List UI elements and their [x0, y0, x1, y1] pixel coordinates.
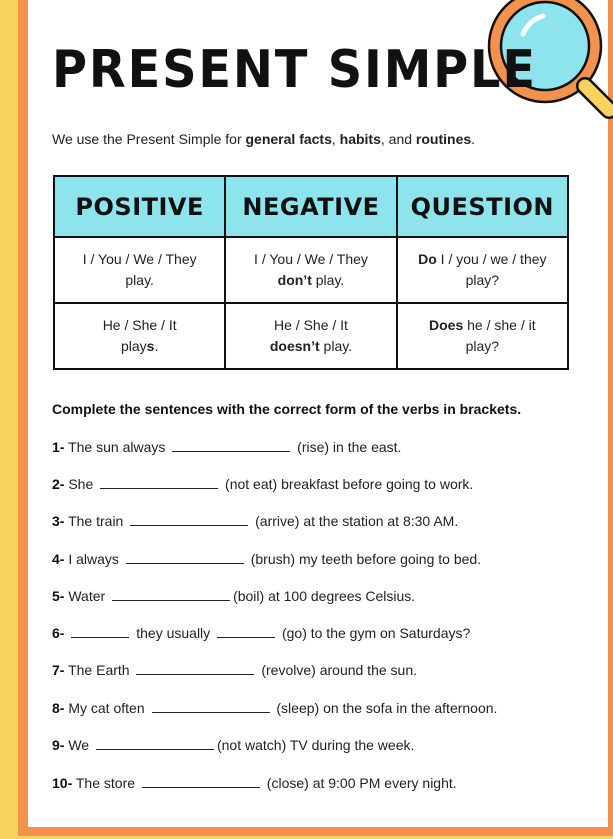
answer-blank-verb[interactable]	[217, 625, 275, 638]
exercise-item: 2- She (not eat) breakfast before going to work.	[52, 476, 474, 492]
exercise-item: 3- The train (arrive) at the station at 8:30 AM.	[52, 513, 459, 529]
cell-positive-singular: He / She / It plays.	[54, 303, 225, 369]
exercise-item: 7- The Earth (revolve) around the sun.	[52, 662, 417, 678]
intro-text: We use the Present Simple for general facts, habits, and routines.	[52, 131, 476, 147]
answer-blank[interactable]	[152, 700, 270, 713]
grammar-table	[53, 175, 569, 370]
exercise-item: 6- they usually (go) to the gym on Saturdays?	[52, 625, 471, 641]
cell-negative-plural: I / You / We / They don’t play.	[225, 237, 396, 303]
cell-question-plural: Do I / you / we / they play?	[397, 237, 568, 303]
header-negative: NEGATIVE	[225, 176, 396, 237]
header-question: QUESTION	[397, 176, 568, 237]
answer-blank-subject[interactable]	[71, 625, 129, 638]
answer-blank[interactable]	[172, 439, 290, 452]
cell-positive-plural: I / You / We / They play.	[54, 237, 225, 303]
cell-question-singular: Does he / she / it play?	[397, 303, 568, 369]
page-title: PRESENT SIMPLE	[52, 40, 537, 100]
exercise-instruction: Complete the sentences with the correct form of the verbs in brackets.	[52, 401, 522, 417]
exercise-item: 4- I always (brush) my teeth before going to bed.	[52, 551, 482, 567]
answer-blank[interactable]	[136, 662, 254, 675]
exercise-item: 10- The store (close) at 9:00 PM every night.	[52, 775, 457, 791]
header-positive: POSITIVE	[54, 176, 225, 237]
exercise-item: 9- We (not watch) TV during the week.	[52, 737, 415, 753]
answer-blank[interactable]	[100, 476, 218, 489]
cell-negative-singular: He / She / It doesn’t play.	[225, 303, 396, 369]
answer-blank[interactable]	[142, 775, 260, 788]
answer-blank[interactable]	[130, 513, 248, 526]
answer-blank[interactable]	[112, 588, 230, 601]
exercise-item: 5- Water (boil) at 100 degrees Celsius.	[52, 588, 416, 604]
answer-blank[interactable]	[126, 551, 244, 564]
exercise-item: 1- The sun always (rise) in the east.	[52, 439, 402, 455]
exercise-item: 8- My cat often (sleep) on the sofa in the afternoon.	[52, 700, 498, 716]
answer-blank[interactable]	[96, 737, 214, 750]
